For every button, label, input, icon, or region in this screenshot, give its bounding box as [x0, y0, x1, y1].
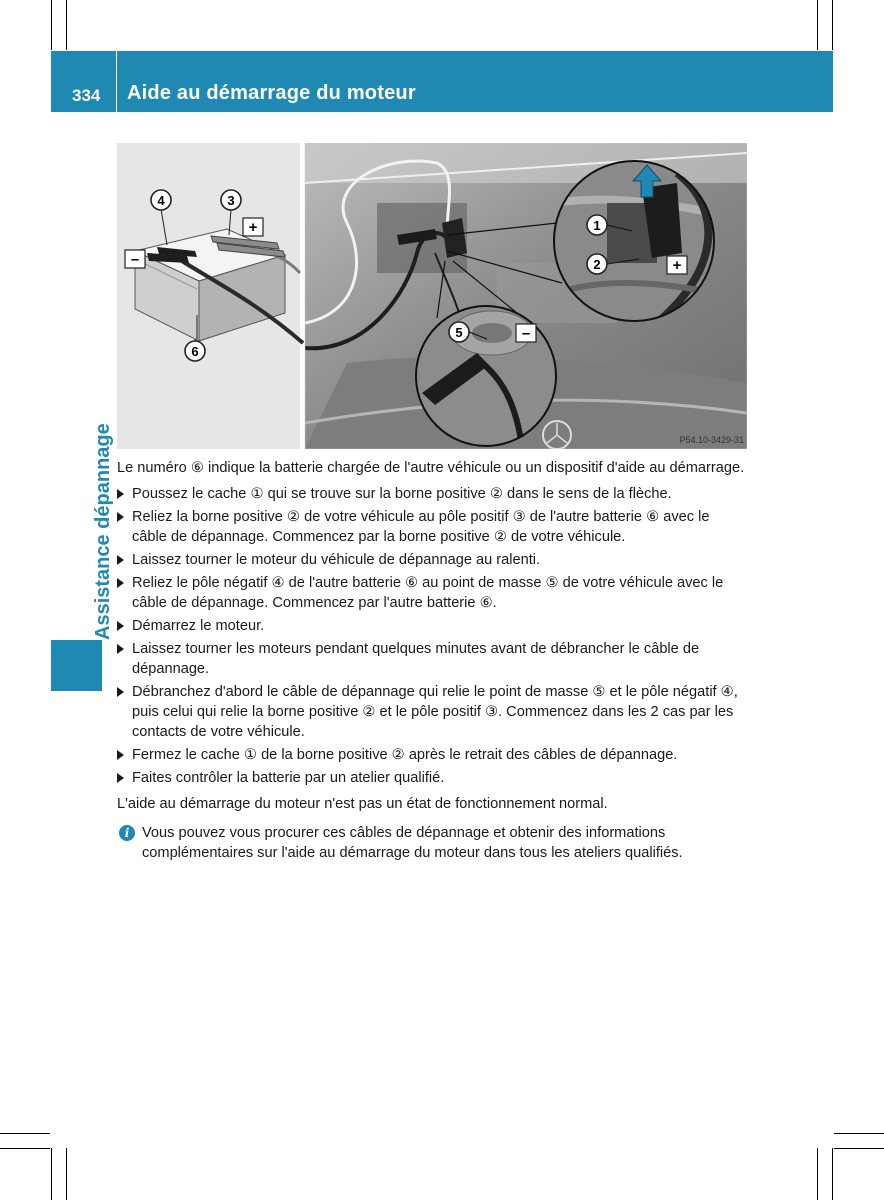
plus-label-zoom	[667, 256, 687, 274]
callout-6	[185, 341, 205, 361]
crop-mark	[832, 0, 833, 50]
svg-text:6: 6	[191, 344, 199, 359]
bullet-arrow-icon	[117, 555, 124, 565]
header-divider	[116, 51, 117, 112]
info-text: Vous pouvez vous procurer ces câbles de dépannage et obtenir des informations complémentaires sur l'aide au démarrage du moteur dans tous les ateliers qualifiés.	[142, 825, 683, 861]
bullet-arrow-icon	[117, 512, 124, 522]
crop-mark	[51, 1148, 52, 1200]
minus-label-zoom	[516, 324, 536, 342]
bullet-arrow-icon	[117, 621, 124, 631]
bullet-arrow-icon	[117, 750, 124, 760]
svg-text:2: 2	[593, 257, 601, 272]
zoom-ground-point	[416, 306, 556, 446]
zoom-positive-terminal	[554, 161, 714, 323]
chapter-title: Aide au démarrage du moteur	[127, 82, 416, 104]
callout-1	[587, 215, 607, 235]
step-text: Reliez le pôle négatif ④ de l'autre batterie ⑥ au point de masse ⑤ de votre véhicule avec le câble de dépannage. Commencez par l'autre batterie ⑥.	[132, 575, 724, 611]
list-item	[117, 616, 748, 636]
intro-paragraph: Le numéro ⑥ indique la batterie chargée de l'autre véhicule ou un dispositif d'aide au démarrage.	[117, 460, 745, 476]
callout-2	[587, 254, 607, 274]
bullet-arrow-icon	[117, 687, 124, 697]
plus-label	[243, 218, 263, 236]
svg-text:–: –	[130, 251, 140, 268]
step-text: Faites contrôler la batterie par un atelier qualifié.	[132, 770, 445, 786]
crop-mark	[834, 1133, 884, 1134]
crop-mark	[817, 1148, 818, 1200]
crop-mark	[832, 1148, 833, 1200]
crop-mark	[66, 0, 67, 50]
callout-3	[221, 190, 241, 210]
svg-text:–: –	[521, 325, 531, 342]
list-item	[117, 550, 748, 570]
step-text: Débranchez d'abord le câble de dépannage qui relie le point de masse ⑤ et le pôle négatif ④, puis celui qui relie la borne positive ② et le pôle positif ③. Commencez dans les 2 cas par les contacts de votre véhicule.	[132, 684, 738, 740]
svg-text:1: 1	[593, 218, 601, 233]
list-item	[117, 639, 748, 679]
list-item	[117, 573, 748, 613]
list-item	[117, 507, 748, 547]
step-text: Fermez le cache ① de la borne positive ② après le retrait des câbles de dépannage.	[132, 747, 678, 763]
bullet-arrow-icon	[117, 489, 124, 499]
instructions	[117, 458, 748, 863]
jump-start-illustration	[117, 143, 747, 449]
list-item	[117, 745, 748, 765]
bullet-arrow-icon	[117, 644, 124, 654]
figure-code: P54.10-3429-31	[679, 435, 744, 445]
side-tab	[51, 640, 102, 691]
crop-mark	[66, 1148, 67, 1200]
step-list	[117, 484, 748, 788]
step-text: Laissez tourner le moteur du véhicule de dépannage au ralenti.	[132, 552, 541, 568]
minus-label	[125, 250, 145, 268]
list-item	[117, 682, 748, 742]
info-icon: i	[119, 825, 135, 841]
note-paragraph: L'aide au démarrage du moteur n'est pas un état de fonctionnement normal.	[117, 796, 608, 812]
svg-text:3: 3	[227, 193, 235, 208]
step-text: Démarrez le moteur.	[132, 618, 265, 634]
crop-mark	[817, 0, 818, 50]
step-text: Reliez la borne positive ② de votre véhicule au pôle positif ③ de l'autre batterie ⑥ avec le câble de dépannage. Commencez par la borne positive ② de votre véhicule.	[132, 509, 710, 545]
callout-5	[449, 322, 469, 342]
side-tab-label: Assistance dépannage	[92, 423, 114, 640]
crop-mark	[0, 1148, 50, 1149]
crop-mark	[834, 1148, 884, 1149]
info-paragraph	[117, 823, 748, 863]
page-number: 334	[72, 86, 101, 105]
svg-text:4: 4	[157, 193, 165, 208]
step-text: Laissez tourner les moteurs pendant quelques minutes avant de débrancher le câble de dépannage.	[132, 641, 700, 677]
list-item	[117, 484, 748, 504]
svg-text:+: +	[672, 257, 682, 274]
list-item	[117, 768, 748, 788]
bullet-arrow-icon	[117, 773, 124, 783]
crop-mark	[51, 0, 52, 50]
callout-4	[151, 190, 171, 210]
step-text: Poussez le cache ① qui se trouve sur la borne positive ② dans le sens de la flèche.	[132, 486, 672, 502]
svg-text:+: +	[248, 219, 258, 236]
crop-mark	[0, 1133, 50, 1134]
bullet-arrow-icon	[117, 578, 124, 588]
svg-text:5: 5	[455, 325, 463, 340]
